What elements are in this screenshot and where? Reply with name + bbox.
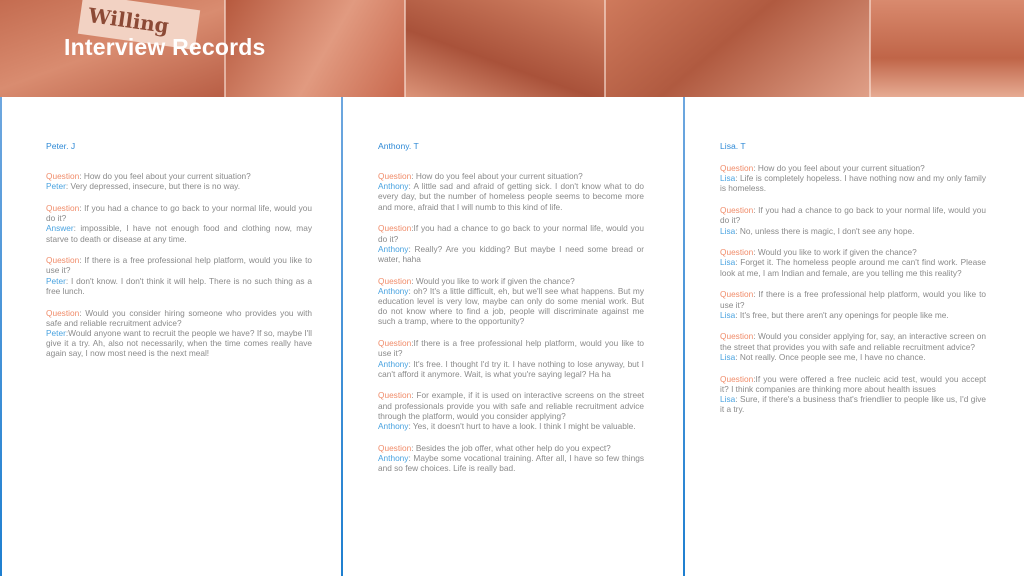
question-label: Question xyxy=(378,442,412,453)
answer-text: : Forget it. The homeless people around me can't find work. Please look at me, I am Indian and female, are you telling me this reality? xyxy=(720,257,986,278)
question-text: : If you had a chance to go back to your normal life, would you do it? xyxy=(46,202,312,224)
interviewee-name: Lisa. T xyxy=(720,141,746,151)
question-label: Question xyxy=(46,255,80,266)
banner-photo-3 xyxy=(405,0,605,97)
question-text: : Would you like to work if given the chance? xyxy=(753,247,917,258)
qa-block xyxy=(378,276,644,327)
answer-speaker: Anthony xyxy=(378,285,409,296)
qa-block xyxy=(378,338,644,379)
question-label: Question xyxy=(720,205,754,216)
answer-text: : Not really. Once people see me, I have no chance. xyxy=(735,351,926,362)
question-label: Question xyxy=(720,163,754,173)
answer-speaker: Answer xyxy=(46,223,74,234)
question-text: : Besides the job offer, what other help do you expect? xyxy=(411,442,611,453)
answer-text: : No, unless there is magic, I don't see any hope. xyxy=(735,225,915,236)
question-text: : Would you consider applying for, say, an interactive screen on the street that provides you with safe and reliable recruitment advice? xyxy=(720,331,986,352)
qa-list xyxy=(720,163,986,426)
answer-speaker: Peter xyxy=(46,327,66,338)
answer-speaker: Lisa xyxy=(720,225,736,236)
banner-divider xyxy=(604,0,606,97)
question-text: : If you had a chance to go back to your normal life, would you do it? xyxy=(720,205,986,226)
question-label: Question xyxy=(720,289,754,300)
answer-text: : It's free. I thought I'd try it. I have nothing to lose anyway, but I can't afford it anymore. Wait, is what you're saying legal? Ha ha xyxy=(378,358,644,379)
qa-block xyxy=(46,255,312,296)
question-text: :If there is a free professional help platform, would you like to use it? xyxy=(378,338,644,359)
question-label: Question xyxy=(46,171,80,181)
banner-divider xyxy=(869,0,871,97)
question-label: Question xyxy=(378,275,412,286)
answer-text: : A little sad and afraid of getting sick. I don't know what to do every day, but the number of homeless people seems to become more and more, afraid that I will numb to this kind of life. xyxy=(378,181,644,212)
qa-list xyxy=(46,171,312,370)
question-text: : If there is a free professional help platform, would you like to use it? xyxy=(46,255,312,276)
answer-speaker: Peter xyxy=(46,275,66,286)
qa-block xyxy=(720,247,986,278)
header-banner xyxy=(0,0,1024,97)
question-text: : For example, if it is used on interactive screens on the street and professionals provide you with safe and reliable recruitment advice through the platform, would you consider applying? xyxy=(378,390,644,421)
question-text: : How do you feel about your current situation? xyxy=(753,163,925,173)
answer-text: : oh? It's a little difficult, eh, but we'll see what happens. But my education level is very low, maybe can only do some menial work. But do not know where to find a job, people will discriminate against me such a tramp, where to the opportunity? xyxy=(378,285,644,327)
interviewee-name: Peter. J xyxy=(46,141,76,151)
question-label: Question xyxy=(378,223,412,234)
qa-block xyxy=(378,390,644,431)
qa-list xyxy=(378,171,644,485)
interview-column-anthony xyxy=(343,97,681,576)
answer-text: : It's free, but there aren't any openings for people like me. xyxy=(735,309,949,320)
banner-photo-4 xyxy=(605,0,870,97)
question-text: : How do you feel about your current situation? xyxy=(411,171,583,181)
banner-divider xyxy=(404,0,406,97)
answer-speaker: Lisa xyxy=(720,351,736,362)
answer-speaker: Lisa xyxy=(720,393,736,404)
interview-column-peter xyxy=(2,97,340,576)
answer-text: : Maybe some vocational training. After all, I have so few things and so few choices. Life is really bad. xyxy=(378,452,644,474)
question-label: Question xyxy=(378,171,412,181)
answer-text: : Really? Are you kidding? But maybe I need some bread or water, haha xyxy=(378,243,644,264)
qa-block xyxy=(378,443,644,474)
answer-text: : Life is completely hopeless. I have nothing now and my only family is homeless. xyxy=(720,173,986,194)
answer-text: : Sure, if there's a business that's friendlier to people like us, I'd give it a try. xyxy=(720,393,986,415)
qa-block xyxy=(46,203,312,244)
answer-text: : Yes, it doesn't hurt to have a look. I think I might be valuable. xyxy=(408,421,636,432)
question-label: Question xyxy=(46,202,80,213)
answer-speaker: Anthony xyxy=(378,358,409,369)
page-title: Interview Records xyxy=(64,34,266,60)
interviewee-name: Anthony. T xyxy=(378,141,419,151)
answer-speaker: Lisa xyxy=(720,173,736,184)
interview-column-lisa xyxy=(685,97,1023,576)
question-label: Question xyxy=(378,390,412,401)
qa-block xyxy=(720,289,986,320)
question-label: Question xyxy=(720,373,754,384)
question-label: Question xyxy=(720,331,754,342)
qa-block xyxy=(720,163,986,194)
qa-block xyxy=(46,308,312,359)
answer-speaker: Anthony xyxy=(378,421,409,432)
answer-speaker: Lisa xyxy=(720,309,736,320)
question-text: : If there is a free professional help platform, would you like to use it? xyxy=(720,289,986,310)
question-text: : Would you consider hiring someone who provides you with safe and reliable recruitment advice? xyxy=(46,307,312,328)
answer-speaker: Anthony xyxy=(378,452,409,463)
question-label: Question xyxy=(46,307,80,318)
answer-speaker: Lisa xyxy=(720,257,736,268)
answer-text: : I don't know. I don't think it will help. There is no such thing as a free lunch. xyxy=(46,275,312,296)
question-text: : Would you like to work if given the chance? xyxy=(411,275,575,286)
question-label: Question xyxy=(378,338,412,349)
qa-block xyxy=(720,374,986,415)
answer-text: : impossible, I have not enough food and clothing now, may starve to death or disease at any time. xyxy=(46,223,312,244)
banner-photo-5 xyxy=(870,0,1024,97)
qa-block xyxy=(720,331,986,362)
question-text: :If you had a chance to go back to your normal life, would you do it? xyxy=(378,223,644,244)
answer-speaker: Anthony xyxy=(378,243,409,254)
qa-block xyxy=(378,223,644,264)
qa-block xyxy=(46,171,312,191)
question-text: : How do you feel about your current situation? xyxy=(79,171,251,181)
willing-sign: Willing xyxy=(78,0,200,50)
qa-block xyxy=(378,171,644,212)
question-text: :If you were offered a free nucleic acid test, would you accept it? I think companies are thinking more about health issues xyxy=(720,373,986,394)
answer-speaker: Anthony xyxy=(378,181,409,192)
question-label: Question xyxy=(720,247,754,258)
answer-speaker: Peter xyxy=(46,181,66,192)
answer-text: :Would anyone want to recruit the people we have? If so, maybe I'll give it a try. Ah, also not necessarily, when the time comes really have again say, I now most need is the next meal! xyxy=(46,327,312,359)
answer-text: : Very depressed, insecure, but there is no way. xyxy=(65,181,241,192)
qa-block xyxy=(720,205,986,236)
